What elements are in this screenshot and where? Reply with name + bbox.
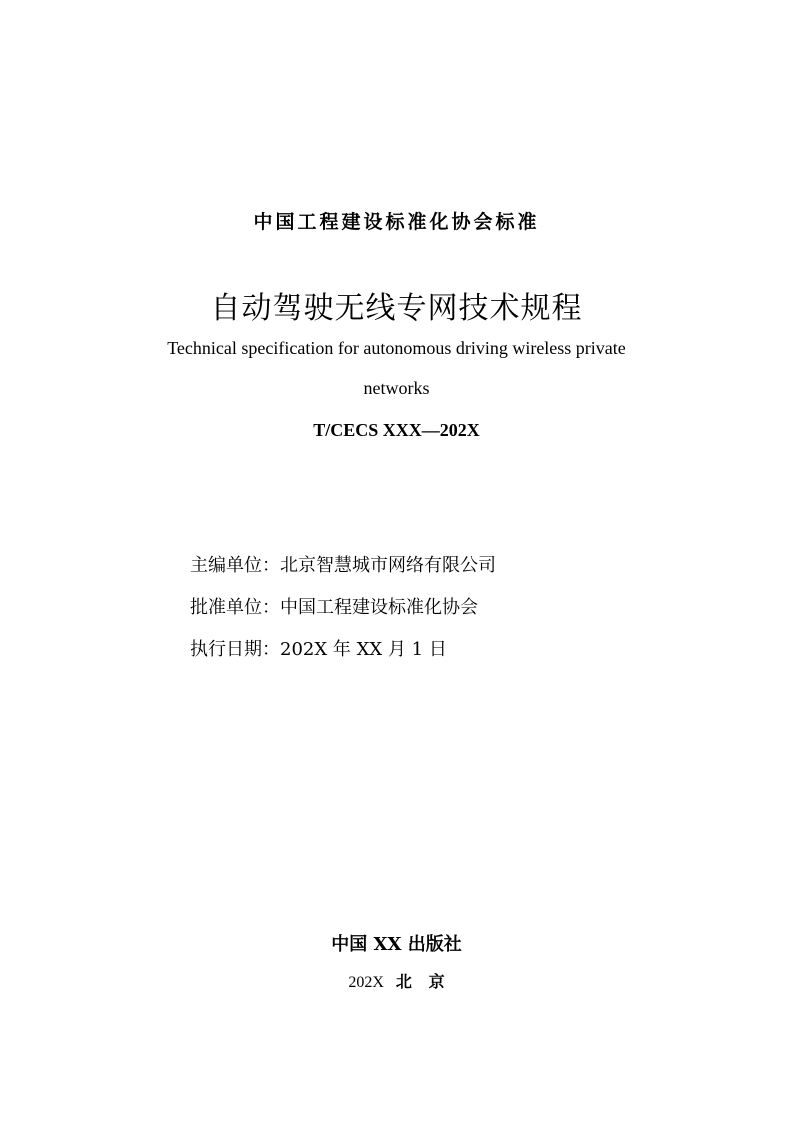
publication-city: 北 京: [395, 972, 445, 991]
info-block: [190, 553, 496, 679]
standard-code: T/CECS XXX—202X: [313, 420, 480, 440]
title-chinese: 自动驾驶无线专网技术规程: [210, 291, 583, 326]
info-row-approver: [190, 595, 496, 637]
title-english-line1: Technical specification for autonomous driving wireless private: [167, 338, 626, 358]
info-value: 北京智慧城市网络有限公司: [280, 555, 496, 576]
info-row-chief-editor: [190, 553, 496, 595]
info-label: 执行日期：: [190, 639, 280, 660]
publisher-name: 中国 XX 出版社: [331, 934, 462, 955]
info-value: 202X 年 XX 月 1 日: [280, 639, 447, 660]
info-label: 主编单位：: [190, 555, 280, 576]
org-standard-heading: 中国工程建设标准化协会标准: [253, 211, 540, 233]
info-label: 批准单位：: [190, 597, 280, 618]
publication-line: [0, 969, 793, 992]
info-row-effective-date: [190, 637, 496, 679]
title-english-line2: networks: [363, 378, 430, 398]
info-value: 中国工程建设标准化协会: [280, 597, 478, 618]
publication-year: 202X: [348, 974, 384, 991]
